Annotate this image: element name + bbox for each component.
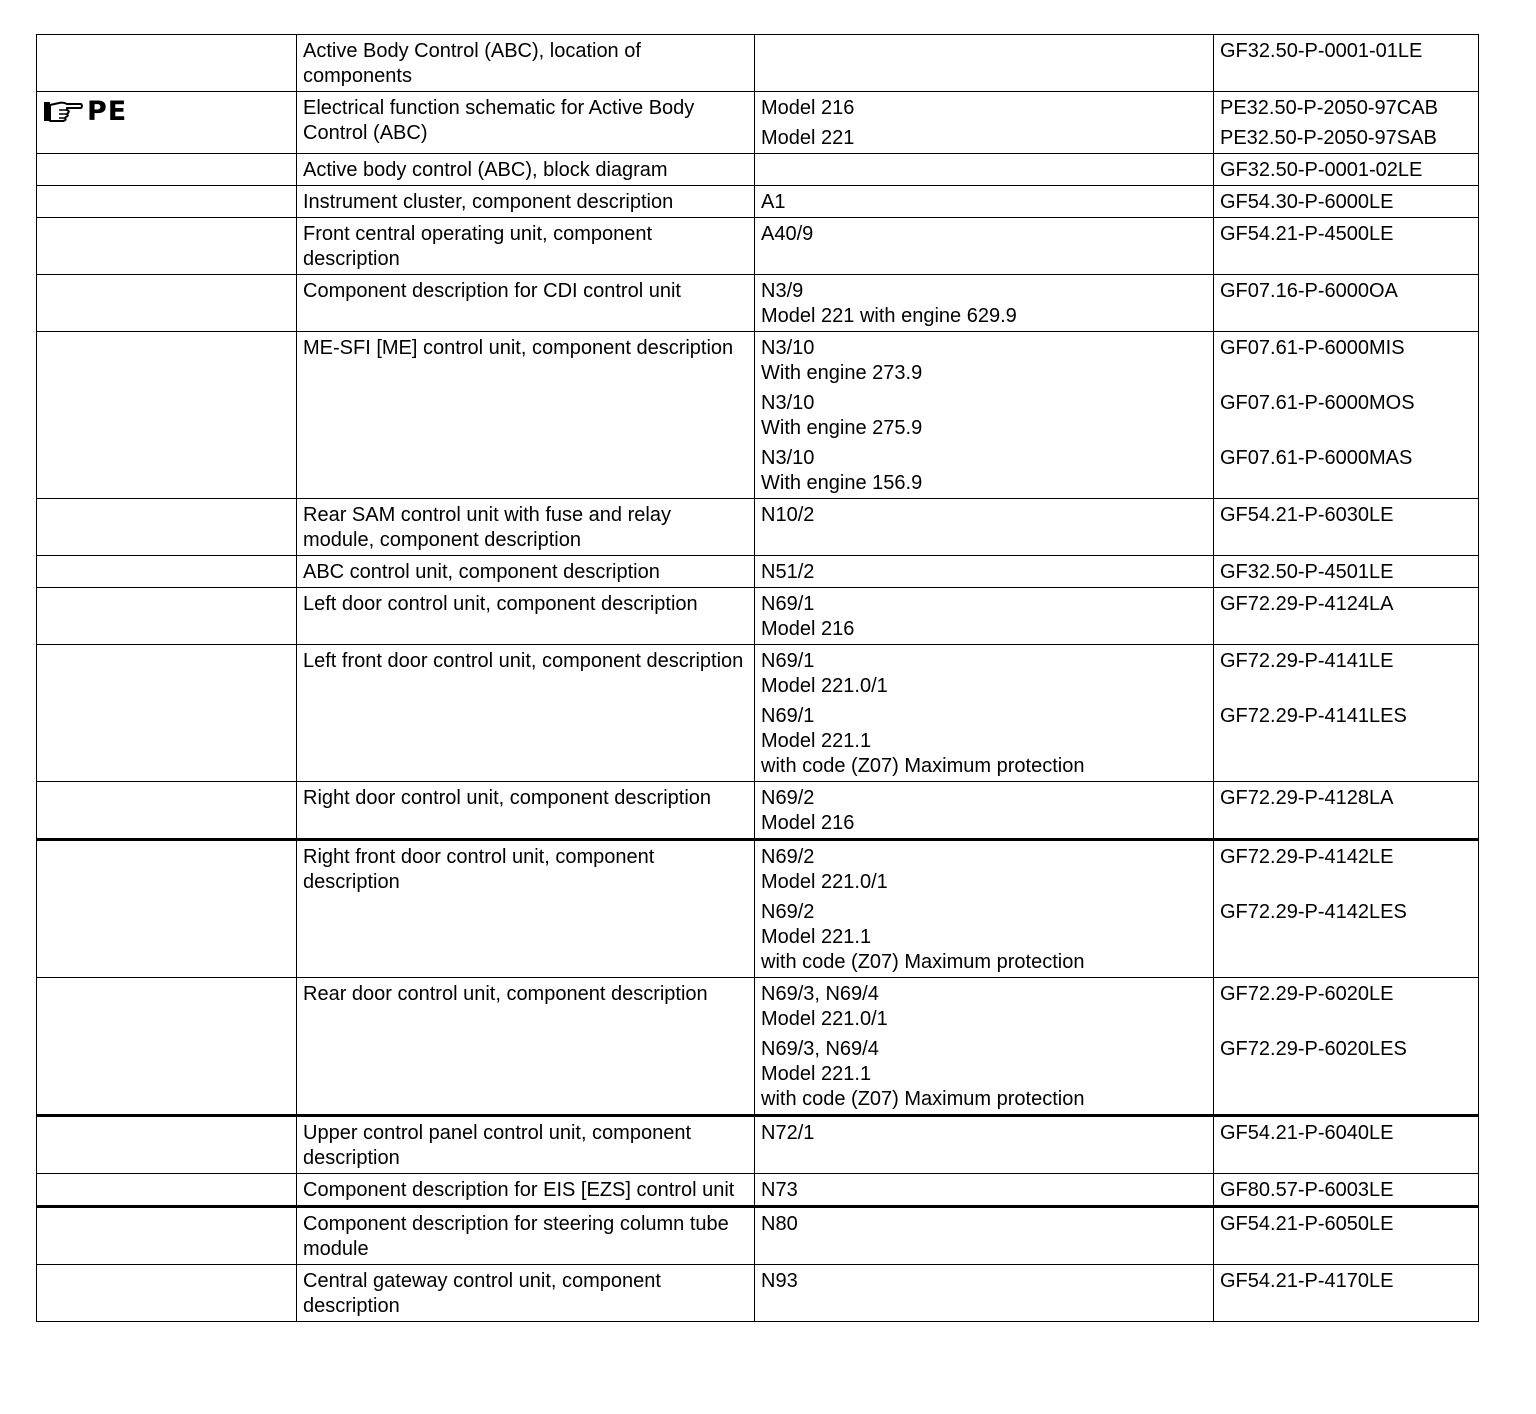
designation-line: Model 221.0/1 — [761, 1008, 888, 1030]
spacer — [1220, 870, 1472, 895]
component-description: Rear SAM control unit with fuse and relay module, component description — [303, 504, 671, 551]
table-row — [37, 840, 1479, 978]
document-number-link[interactable]: GF32.50-P-0001-02LE — [1220, 159, 1423, 181]
component-description: Left door control unit, component description — [303, 593, 698, 615]
table-row — [37, 556, 1479, 588]
marker-cell — [37, 186, 297, 218]
designation-line: Model 221.1 — [761, 1063, 872, 1085]
table-row — [37, 1116, 1479, 1174]
table-row — [37, 588, 1479, 645]
designation-entry — [761, 845, 1207, 895]
component-description: Active body control (ABC), block diagram — [303, 159, 668, 181]
document-entry — [1220, 96, 1472, 121]
document-number-link[interactable]: PE32.50-P-2050-97CAB — [1220, 97, 1438, 119]
table-row — [37, 186, 1479, 218]
document-number-link[interactable]: PE32.50-P-2050-97SAB — [1220, 127, 1437, 149]
component-description: Component description for steering column tube module — [303, 1213, 729, 1260]
document-number-link[interactable]: GF07.61-P-6000MAS — [1220, 447, 1413, 469]
document-number-link[interactable]: GF07.16-P-6000OA — [1220, 280, 1398, 302]
table-row — [37, 499, 1479, 556]
description-cell — [297, 840, 755, 978]
table-row — [37, 332, 1479, 499]
designation-line: Model 216 — [761, 97, 855, 119]
designation-entry — [761, 560, 1207, 585]
marker-cell — [37, 1174, 297, 1207]
pe-marker[interactable] — [43, 98, 127, 126]
document-number-link[interactable]: GF32.50-P-0001-01LE — [1220, 40, 1423, 62]
document-cell — [1214, 1207, 1479, 1265]
description-cell — [297, 218, 755, 275]
document-cell — [1214, 840, 1479, 978]
designation-entry — [761, 1212, 1207, 1237]
document-number-link[interactable]: GF54.21-P-4500LE — [1220, 223, 1394, 245]
designation-line: A1 — [761, 191, 786, 213]
description-cell — [297, 154, 755, 186]
document-number-link[interactable]: GF07.61-P-6000MIS — [1220, 337, 1405, 359]
document-entry — [1220, 446, 1472, 496]
designation-cell — [755, 1207, 1214, 1265]
document-number-link[interactable]: GF80.57-P-6003LE — [1220, 1179, 1394, 1201]
document-cell — [1214, 92, 1479, 154]
document-entry — [1220, 1037, 1472, 1112]
description-cell — [297, 645, 755, 782]
marker-cell — [37, 1207, 297, 1265]
designation-cell — [755, 978, 1214, 1116]
document-number-link[interactable]: GF72.29-P-4141LES — [1220, 705, 1407, 727]
marker-cell — [37, 332, 297, 499]
document-entry — [1220, 126, 1472, 151]
designation-cell — [755, 588, 1214, 645]
document-cell — [1214, 1174, 1479, 1207]
designation-line: with code (Z07) Maximum protection — [761, 951, 1085, 973]
component-description: Right front door control unit, component description — [303, 846, 655, 893]
document-cell — [1214, 782, 1479, 840]
designation-entry — [761, 1178, 1207, 1203]
designation-line: N3/10 — [761, 392, 815, 414]
designation-cell — [755, 275, 1214, 332]
component-description: ABC control unit, component description — [303, 561, 660, 583]
document-entry — [1220, 560, 1472, 585]
designation-entry — [761, 503, 1207, 528]
spacer — [1220, 811, 1472, 836]
table-row — [37, 1207, 1479, 1265]
spacer — [1220, 416, 1472, 441]
marker-cell — [37, 218, 297, 275]
document-number-link[interactable]: GF72.29-P-4124LA — [1220, 593, 1394, 615]
description-cell — [297, 186, 755, 218]
spacer — [1220, 361, 1472, 386]
document-number-link[interactable]: GF54.30-P-6000LE — [1220, 191, 1394, 213]
document-cell — [1214, 645, 1479, 782]
document-entry — [1220, 1212, 1472, 1237]
designation-line: With engine 275.9 — [761, 417, 923, 439]
component-description: Component description for EIS [EZS] control unit — [303, 1179, 735, 1201]
document-number-link[interactable]: GF72.29-P-4128LA — [1220, 787, 1394, 809]
table-row — [37, 645, 1479, 782]
designation-entry — [761, 900, 1207, 975]
designation-entry — [761, 391, 1207, 441]
document-entry — [1220, 1121, 1472, 1146]
designation-line: N3/10 — [761, 337, 815, 359]
description-cell — [297, 499, 755, 556]
description-cell — [297, 782, 755, 840]
document-cell — [1214, 1265, 1479, 1322]
document-entry — [1220, 158, 1472, 183]
designation-entry — [761, 126, 1207, 151]
document-cell — [1214, 154, 1479, 186]
designation-line: Model 216 — [761, 618, 855, 640]
designation-line — [761, 39, 1207, 64]
designation-cell — [755, 645, 1214, 782]
marker-cell — [37, 499, 297, 556]
document-entry — [1220, 503, 1472, 528]
designation-entry — [761, 1269, 1207, 1294]
designation-line: Model 221.0/1 — [761, 675, 888, 697]
spacer — [1220, 950, 1472, 975]
marker-cell — [37, 782, 297, 840]
designation-entry — [761, 39, 1207, 64]
document-cell — [1214, 35, 1479, 92]
document-cell — [1214, 275, 1479, 332]
component-description: Electrical function schematic for Active Body Control (ABC) — [303, 97, 695, 144]
document-number-link[interactable]: GF72.29-P-4141LE — [1220, 650, 1394, 672]
designation-entry — [761, 592, 1207, 642]
designation-cell — [755, 1174, 1214, 1207]
spacer — [1220, 674, 1472, 699]
marker-cell — [37, 556, 297, 588]
document-cell — [1214, 588, 1479, 645]
designation-cell — [755, 154, 1214, 186]
table-row — [37, 218, 1479, 275]
designation-line: N51/2 — [761, 561, 815, 583]
designation-line: Model 221.0/1 — [761, 871, 888, 893]
marker-cell — [37, 978, 297, 1116]
designation-entry — [761, 446, 1207, 496]
document-number-link[interactable]: GF07.61-P-6000MOS — [1220, 392, 1415, 414]
document-entry — [1220, 279, 1472, 329]
designation-line: Model 221 with engine 629.9 — [761, 305, 1017, 327]
document-cell — [1214, 186, 1479, 218]
pointing-hand-icon — [43, 99, 83, 125]
designation-cell — [755, 186, 1214, 218]
document-number-link[interactable]: GF72.29-P-4142LES — [1220, 901, 1407, 923]
spacer — [1220, 471, 1472, 496]
component-reference-table — [36, 34, 1479, 1322]
document-entry — [1220, 845, 1472, 895]
designation-cell — [755, 92, 1214, 154]
designation-cell — [755, 1116, 1214, 1174]
designation-cell — [755, 218, 1214, 275]
designation-line: Model 221 — [761, 127, 855, 149]
document-entry — [1220, 649, 1472, 699]
description-cell — [297, 1207, 755, 1265]
document-number-link[interactable]: GF54.21-P-6050LE — [1220, 1213, 1394, 1235]
designation-line: N73 — [761, 1179, 798, 1201]
designation-entry — [761, 222, 1207, 247]
designation-entry — [761, 96, 1207, 121]
spacer — [1220, 1087, 1472, 1112]
document-entry — [1220, 39, 1472, 64]
designation-cell — [755, 840, 1214, 978]
designation-entry — [761, 649, 1207, 699]
designation-line: with code (Z07) Maximum protection — [761, 755, 1085, 777]
spacer — [1220, 925, 1472, 950]
designation-line: N69/2 — [761, 846, 815, 868]
document-number-link[interactable]: GF72.29-P-6020LE — [1220, 983, 1394, 1005]
designation-line: Model 221.1 — [761, 730, 872, 752]
description-cell — [297, 588, 755, 645]
component-description: Component description for CDI control unit — [303, 280, 681, 302]
table-body — [37, 35, 1479, 1322]
spacer — [1220, 729, 1472, 754]
component-description: Left front door control unit, component description — [303, 650, 744, 672]
description-cell — [297, 92, 755, 154]
spacer — [1220, 754, 1472, 779]
document-cell — [1214, 499, 1479, 556]
designation-cell — [755, 35, 1214, 92]
table-row — [37, 978, 1479, 1116]
designation-cell — [755, 782, 1214, 840]
marker-cell — [37, 92, 297, 154]
designation-entry — [761, 786, 1207, 836]
description-cell — [297, 1174, 755, 1207]
description-cell — [297, 35, 755, 92]
document-cell — [1214, 978, 1479, 1116]
marker-cell — [37, 840, 297, 978]
document-entry — [1220, 336, 1472, 386]
table-row — [37, 92, 1479, 154]
designation-line: A40/9 — [761, 223, 814, 245]
designation-line: N93 — [761, 1270, 798, 1292]
designation-entry — [761, 1121, 1207, 1146]
designation-line: N10/2 — [761, 504, 815, 526]
designation-line: With engine 156.9 — [761, 472, 923, 494]
document-entry — [1220, 1269, 1472, 1294]
table-row — [37, 275, 1479, 332]
designation-line: N69/1 — [761, 650, 815, 672]
designation-entry — [761, 336, 1207, 386]
designation-cell — [755, 556, 1214, 588]
component-description: Active Body Control (ABC), location of components — [303, 40, 641, 87]
description-cell — [297, 1265, 755, 1322]
description-cell — [297, 1116, 755, 1174]
table-row — [37, 154, 1479, 186]
designation-line — [761, 158, 1207, 183]
component-description: Upper control panel control unit, component description — [303, 1122, 692, 1169]
designation-line: With engine 273.9 — [761, 362, 923, 384]
designation-entry — [761, 279, 1207, 329]
designation-entry — [761, 1037, 1207, 1112]
designation-line: N3/10 — [761, 447, 815, 469]
designation-line: N69/3, N69/4 — [761, 983, 879, 1005]
document-cell — [1214, 556, 1479, 588]
component-description: Rear door control unit, component description — [303, 983, 708, 1005]
designation-line: Model 216 — [761, 812, 855, 834]
component-description: Central gateway control unit, component description — [303, 1270, 661, 1317]
component-description: Instrument cluster, component description — [303, 191, 674, 213]
designation-entry — [761, 704, 1207, 779]
document-cell — [1214, 1116, 1479, 1174]
designation-line: N80 — [761, 1213, 798, 1235]
description-cell — [297, 332, 755, 499]
designation-line: N69/3, N69/4 — [761, 1038, 879, 1060]
marker-cell — [37, 1265, 297, 1322]
document-entry — [1220, 190, 1472, 215]
table-row — [37, 1174, 1479, 1207]
spacer — [1220, 304, 1472, 329]
designation-cell — [755, 332, 1214, 499]
document-number-link[interactable]: GF72.29-P-4142LE — [1220, 846, 1394, 868]
designation-line: N3/9 — [761, 280, 804, 302]
component-description: Front central operating unit, component description — [303, 223, 653, 270]
document-number-link[interactable]: GF32.50-P-4501LE — [1220, 561, 1394, 583]
designation-line: N69/1 — [761, 593, 815, 615]
designation-entry — [761, 158, 1207, 183]
document-number-link[interactable]: GF54.21-P-6040LE — [1220, 1122, 1394, 1144]
pe-label: PE — [87, 96, 128, 127]
marker-cell — [37, 35, 297, 92]
marker-cell — [37, 154, 297, 186]
table-row — [37, 1265, 1479, 1322]
designation-line: with code (Z07) Maximum protection — [761, 1088, 1085, 1110]
document-entry — [1220, 222, 1472, 247]
spacer — [1220, 1007, 1472, 1032]
marker-cell — [37, 588, 297, 645]
description-cell — [297, 275, 755, 332]
document-entry — [1220, 786, 1472, 836]
designation-cell — [755, 1265, 1214, 1322]
document-cell — [1214, 332, 1479, 499]
component-description: Right door control unit, component description — [303, 787, 712, 809]
document-number-link[interactable]: GF72.29-P-6020LES — [1220, 1038, 1407, 1060]
component-description: ME-SFI [ME] control unit, component description — [303, 337, 734, 359]
document-entry — [1220, 1178, 1472, 1203]
marker-cell — [37, 1116, 297, 1174]
spacer — [1220, 1062, 1472, 1087]
designation-cell — [755, 499, 1214, 556]
table-row — [37, 782, 1479, 840]
document-number-link[interactable]: GF54.21-P-6030LE — [1220, 504, 1394, 526]
document-number-link[interactable]: GF54.21-P-4170LE — [1220, 1270, 1394, 1292]
document-entry — [1220, 391, 1472, 441]
designation-line: Model 221.1 — [761, 926, 872, 948]
spacer — [1220, 617, 1472, 642]
document-entry — [1220, 704, 1472, 779]
table-row — [37, 35, 1479, 92]
description-cell — [297, 556, 755, 588]
document-entry — [1220, 982, 1472, 1032]
description-cell — [297, 978, 755, 1116]
designation-line: N69/1 — [761, 705, 815, 727]
designation-line: N72/1 — [761, 1122, 815, 1144]
marker-cell — [37, 645, 297, 782]
document-cell — [1214, 218, 1479, 275]
designation-line: N69/2 — [761, 787, 815, 809]
marker-cell — [37, 275, 297, 332]
designation-line: N69/2 — [761, 901, 815, 923]
document-entry — [1220, 592, 1472, 642]
document-entry — [1220, 900, 1472, 975]
designation-entry — [761, 190, 1207, 215]
designation-entry — [761, 982, 1207, 1032]
